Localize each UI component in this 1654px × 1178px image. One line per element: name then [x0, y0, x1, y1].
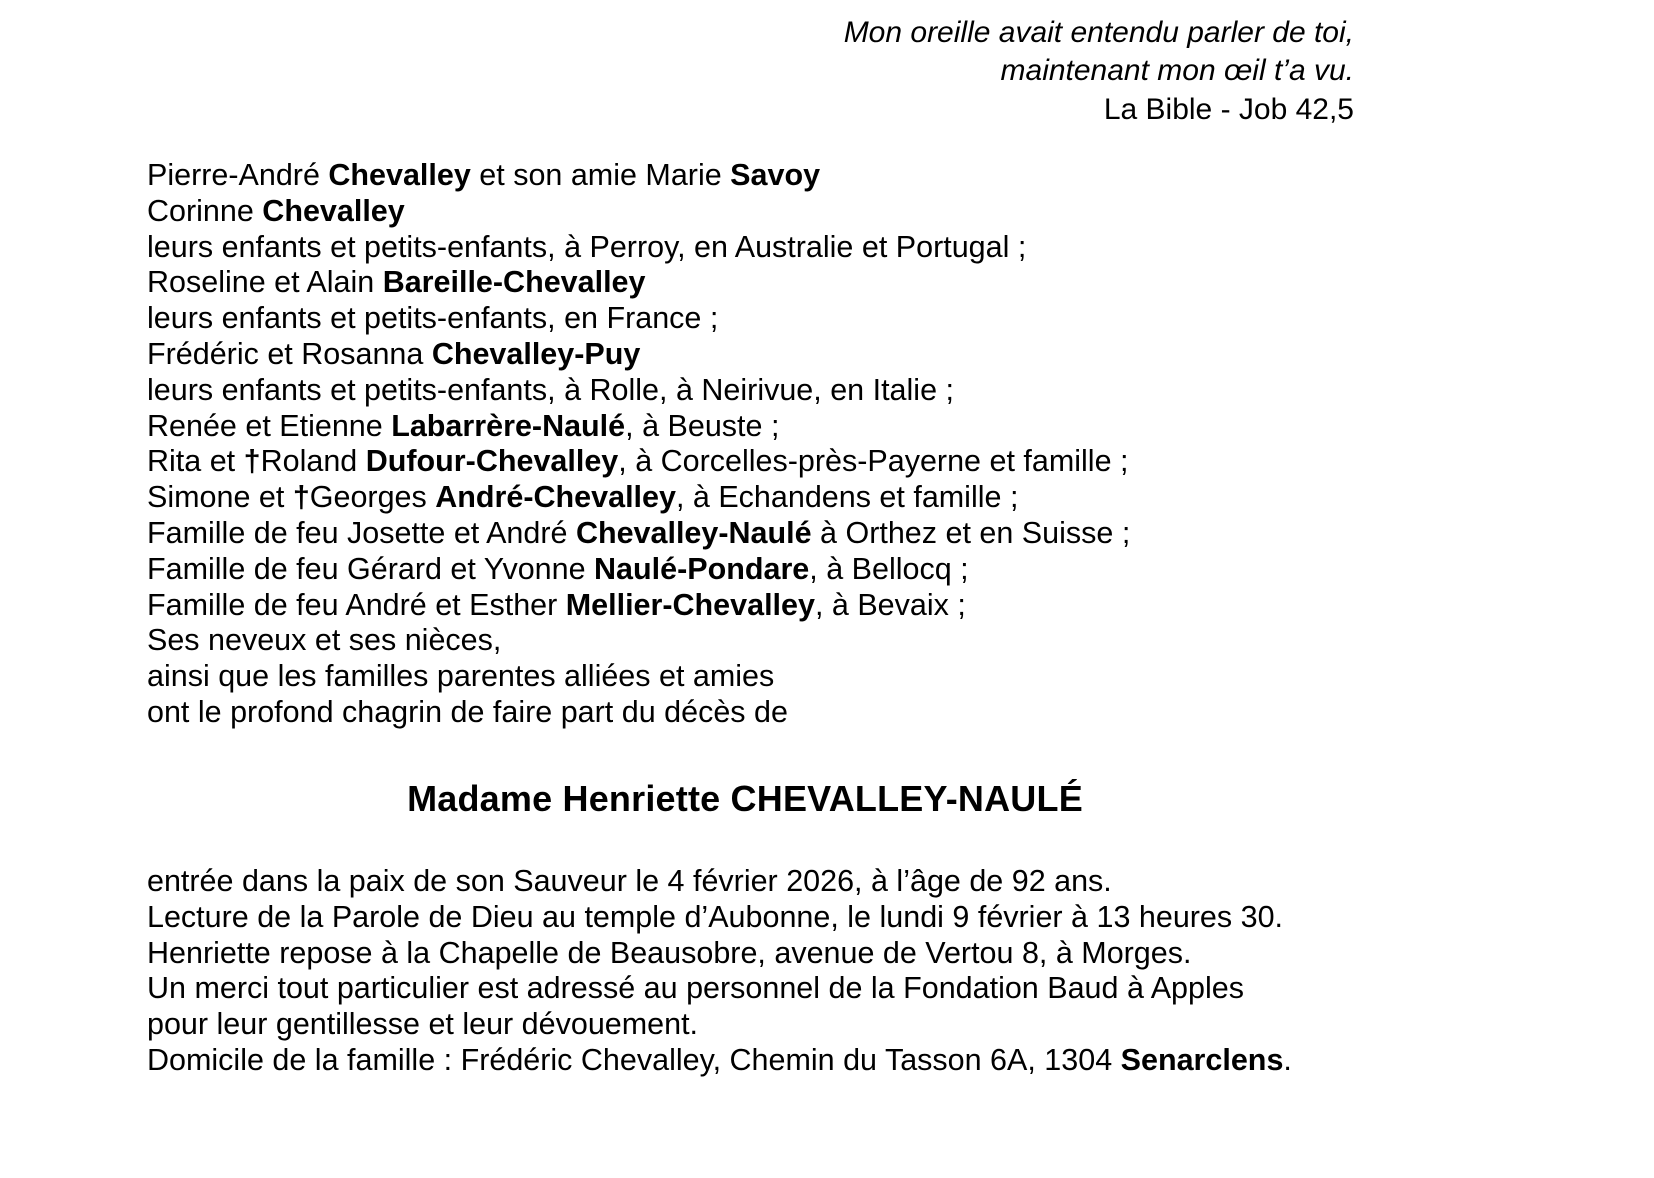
detail-line — [147, 936, 1292, 972]
emphasized-text: Chevalley — [262, 193, 405, 228]
text-run: Renée et Etienne — [147, 408, 392, 443]
text-run: Roland — [260, 444, 366, 479]
text-run: Rita et — [147, 444, 244, 479]
epigraph-quote-line-2: maintenant mon œil t’a vu. — [1000, 53, 1354, 87]
text-run: entrée dans la paix de son Sauveur le 4 février 2026, à l’âge de 92 ans. — [147, 864, 1112, 898]
text-run: Georges — [309, 480, 436, 515]
text-run: et son amie Marie — [470, 158, 731, 192]
family-line — [147, 158, 1130, 194]
emphasized-text: Bareille-Chevalley — [382, 265, 646, 300]
text-run: Ses neveux et ses nièces, — [147, 623, 502, 658]
text-run: Frédéric et Rosanna — [147, 336, 432, 371]
text-run: Un merci tout particulier est adressé au personnel de la Fondation Baud à Apples — [147, 971, 1244, 1006]
text-run: , à Corcelles-près-Payerne et famille ; — [618, 444, 1129, 479]
family-line — [147, 373, 1130, 409]
text-run: leurs enfants et petits-enfants, à Perroy, en Australie et Portugal ; — [147, 229, 1027, 264]
text-run: , à Bellocq ; — [809, 551, 969, 586]
epigraph-source: La Bible - Job 42,5 — [1103, 93, 1354, 126]
emphasized-text: Savoy — [730, 158, 821, 192]
family-line — [147, 337, 1130, 373]
family-line — [147, 516, 1130, 552]
emphasized-text: Chevalley — [328, 158, 471, 192]
text-run: Famille de feu André et Esther — [147, 587, 566, 622]
emphasized-text: Senarclens — [1120, 1042, 1284, 1077]
text-run: ainsi que les familles parentes alliées et amies — [147, 659, 775, 694]
text-run: Famille de feu Gérard et Yvonne — [147, 551, 595, 586]
text-run: pour leur gentillesse et leur dévouement. — [147, 1007, 699, 1042]
detail-line — [147, 1007, 1292, 1043]
emphasized-text: Dufour-Chevalley — [365, 444, 619, 479]
text-run: , à Echandens et famille ; — [675, 480, 1019, 515]
service-details — [147, 864, 1292, 1079]
detail-line — [147, 971, 1292, 1007]
family-line — [147, 265, 1130, 301]
emphasized-text: Naulé-Pondare — [594, 551, 810, 586]
text-run: à Orthez et en Suisse ; — [811, 515, 1131, 550]
family-line — [147, 552, 1130, 588]
text-run: , à Beuste ; — [625, 408, 780, 443]
text-run: ont le profond chagrin de faire part du décès de — [147, 694, 788, 729]
family-line — [147, 230, 1130, 266]
text-run: . — [1283, 1042, 1292, 1077]
text-run: Famille de feu Josette et André — [147, 515, 576, 550]
family-list — [147, 158, 1130, 731]
detail-line — [147, 1043, 1292, 1079]
text-run: Pierre-André — [147, 158, 329, 192]
text-run: Corinne — [147, 193, 263, 228]
emphasized-text: Mellier-Chevalley — [565, 587, 815, 622]
text-run: Lecture de la Parole de Dieu au temple d’Aubonne, le lundi 9 février à 13 heures 30. — [147, 899, 1284, 934]
emphasized-text: Chevalley-Naulé — [575, 515, 812, 550]
epigraph-block — [844, 14, 1354, 129]
emphasized-text: Chevalley-Puy — [431, 336, 641, 371]
text-run: Henriette repose à la Chapelle de Beausobre, avenue de Vertou 8, à Morges. — [147, 935, 1192, 970]
family-line — [147, 695, 1130, 731]
text-run: Domicile de la famille : Frédéric Chevalley, Chemin du Tasson 6A, 1304 — [147, 1042, 1121, 1077]
family-line — [147, 409, 1130, 445]
deceased-name: Madame Henriette CHEVALLEY-NAULÉ — [407, 778, 1083, 819]
emphasized-text: Labarrère-Naulé — [391, 408, 626, 443]
text-run: leurs enfants et petits-enfants, à Rolle, à Neirivue, en Italie ; — [147, 372, 954, 407]
family-line — [147, 194, 1130, 230]
text-run: , à Bevaix ; — [814, 587, 966, 622]
detail-line — [147, 864, 1292, 900]
epigraph-quote-line-1: Mon oreille avait entendu parler de toi, — [843, 16, 1354, 49]
detail-line — [147, 900, 1292, 936]
emphasized-text: † — [292, 480, 310, 515]
family-line — [147, 301, 1130, 337]
text-run: Simone et — [147, 480, 293, 515]
family-line — [147, 444, 1130, 480]
family-line — [147, 659, 1130, 695]
family-line — [147, 480, 1130, 516]
text-run: Roseline et Alain — [147, 265, 383, 300]
family-line — [147, 623, 1130, 659]
text-run: leurs enfants et petits-enfants, en France ; — [147, 301, 719, 336]
emphasized-text: † — [243, 444, 261, 479]
family-line — [147, 588, 1130, 624]
emphasized-text: André-Chevalley — [435, 480, 676, 515]
